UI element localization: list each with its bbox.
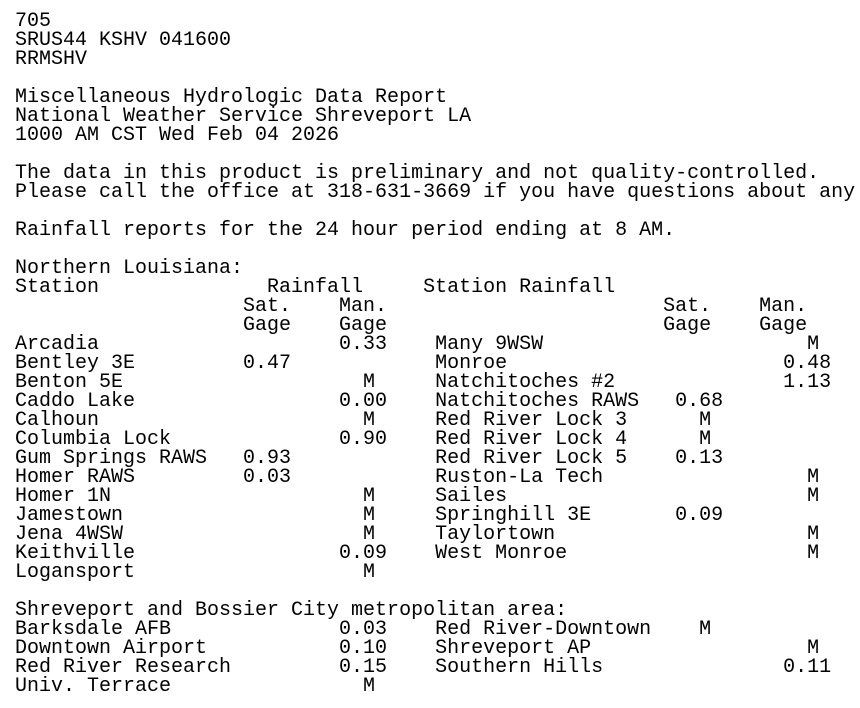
- table-row: Logansport M: [15, 561, 376, 584]
- table-row: Columbia Lock 0.90 Red River Lock 4 M: [15, 428, 712, 451]
- issuing-office: National Weather Service Shreveport LA: [15, 105, 472, 128]
- section-heading: Shreveport and Bossier City metropolitan area:: [15, 599, 568, 622]
- disclaimer-line: The data in this product is preliminary and not quality-controlled.: [15, 162, 820, 185]
- table-row: Calhoun M Red River Lock 3 M: [15, 409, 712, 432]
- table-header-row: Sat. Man. Sat. Man.: [15, 295, 808, 318]
- section-heading: Northern Louisiana:: [15, 257, 244, 280]
- table-row: Red River Research 0.15 Southern Hills 0.11: [15, 656, 832, 679]
- table-row: Benton 5E M Natchitoches #2 1.13: [15, 371, 832, 394]
- table-row: Jena 4WSW M Taylortown M: [15, 523, 820, 546]
- issue-time: 1000 AM CST Wed Feb 04 2026: [15, 124, 340, 147]
- awips-id-line: RRMSHV: [15, 48, 88, 71]
- table-row: Homer 1N M Sailes M: [15, 485, 820, 508]
- table-row: Barksdale AFB 0.03 Red River-Downtown M: [15, 618, 712, 641]
- wmo-header-line: SRUS44 KSHV 041600: [15, 29, 232, 52]
- table-header-row: Gage Gage Gage Gage: [15, 314, 808, 337]
- table-row: Univ. Terrace M: [15, 675, 376, 698]
- contact-line: Please call the office at 318-631-3669 if you have questions about any: [15, 181, 856, 204]
- table-row: Keithville 0.09 West Monroe M: [15, 542, 820, 565]
- table-row: Bentley 3E 0.47 Monroe 0.48: [15, 352, 832, 375]
- table-row: Arcadia 0.33 Many 9WSW M: [15, 333, 820, 356]
- report-title: Miscellaneous Hydrologic Data Report: [15, 86, 448, 109]
- table-header-row: Station Rainfall Station Rainfall: [15, 276, 616, 299]
- product-number-line: 705: [15, 10, 52, 33]
- table-row: Caddo Lake 0.00 Natchitoches RAWS 0.68: [15, 390, 724, 413]
- table-row: Homer RAWS 0.03 Ruston-La Tech M: [15, 466, 820, 489]
- table-row: Gum Springs RAWS 0.93 Red River Lock 5 0.13: [15, 447, 724, 470]
- period-note: Rainfall reports for the 24 hour period ending at 8 AM.: [15, 219, 676, 242]
- table-row: Jamestown M Springhill 3E 0.09: [15, 504, 724, 527]
- table-row: Downtown Airport 0.10 Shreveport AP M: [15, 637, 820, 660]
